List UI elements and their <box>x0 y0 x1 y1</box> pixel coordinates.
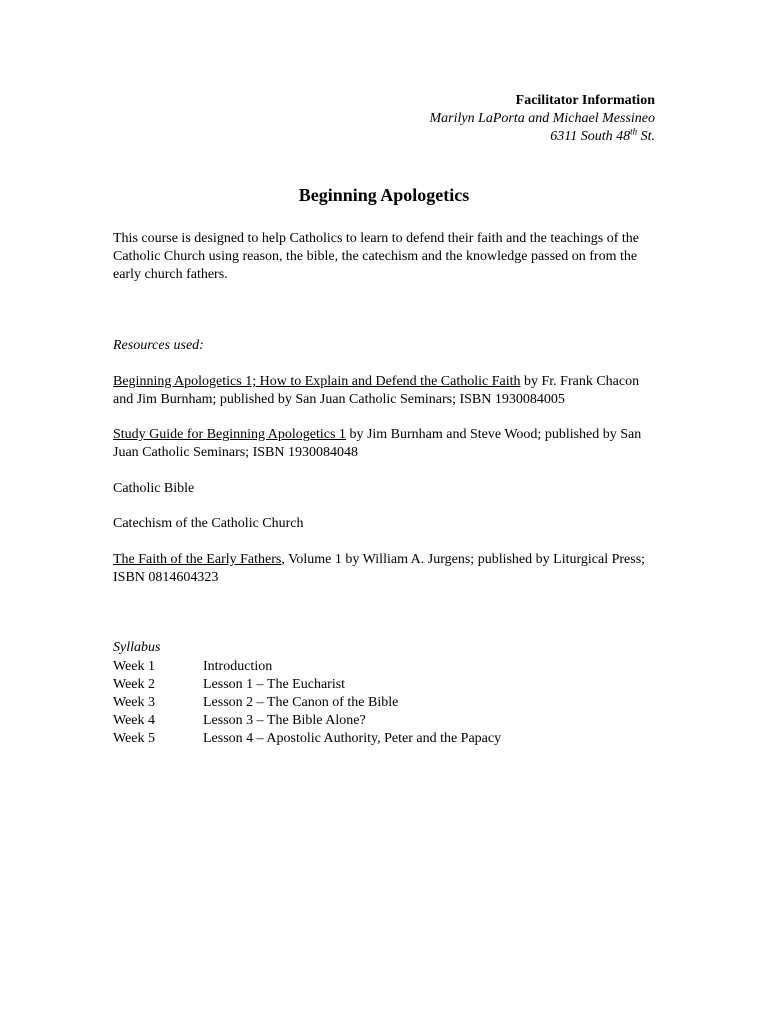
syllabus-label: Syllabus <box>113 640 161 655</box>
facilitator-block <box>429 92 655 146</box>
syllabus-week: Week 1 <box>113 659 156 674</box>
resource-details: Catholic Bible <box>113 481 195 496</box>
syllabus-lesson: Lesson 2 – The Canon of the Bible <box>203 695 399 710</box>
address-superscript: th <box>630 126 638 137</box>
syllabus-row <box>113 712 658 730</box>
page-title: Beginning Apologetics <box>298 185 470 205</box>
resource-details: by Jim Burnham and Steve Wood; published by San Juan Catholic Seminars; ISBN 1930084048 <box>113 427 642 460</box>
syllabus-week: Week 3 <box>113 695 156 710</box>
resource-item <box>113 373 658 409</box>
syllabus-lesson: Lesson 3 – The Bible Alone? <box>203 713 366 728</box>
facilitator-names: Marilyn LaPorta and Michael Messineo <box>429 111 655 126</box>
address-suffix: St. <box>637 129 655 144</box>
syllabus-lesson: Introduction <box>203 659 273 674</box>
resources-label: Resources used: <box>113 338 204 353</box>
syllabus-row <box>113 676 658 694</box>
syllabus-lesson: Lesson 1 – The Eucharist <box>203 677 346 692</box>
resource-item <box>113 426 658 462</box>
resource-title: Beginning Apologetics 1; How to Explain and Defend the Catholic Faith <box>113 374 521 389</box>
facilitator-heading: Facilitator Information <box>515 93 655 108</box>
syllabus-table <box>113 658 658 748</box>
syllabus-row <box>113 658 658 676</box>
syllabus-lesson: Lesson 4 – Apostolic Authority, Peter and the Papacy <box>203 731 502 746</box>
address-number: 6311 South 48 <box>550 129 631 144</box>
facilitator-address <box>429 128 655 146</box>
course-description: This course is designed to help Catholics to learn to defend their faith and the teachings of the Catholic Church using reason, the bible, the catechism and the knowledge passed on from the early church fathers. <box>113 231 640 282</box>
syllabus-row <box>113 730 658 748</box>
resource-title: The Faith of the Early Fathers <box>113 552 282 567</box>
syllabus-week: Week 2 <box>113 677 156 692</box>
resource-item <box>113 515 658 533</box>
resource-title: Study Guide for Beginning Apologetics 1 <box>113 427 346 442</box>
resource-item <box>113 480 658 498</box>
resource-details: by Fr. Frank Chacon and Jim Burnham; published by San Juan Catholic Seminars; ISBN 1930084005 <box>113 374 640 407</box>
syllabus-week: Week 4 <box>113 713 156 728</box>
syllabus-week: Week 5 <box>113 731 156 746</box>
resource-details: Catechism of the Catholic Church <box>113 516 304 531</box>
resource-details: , Volume 1 by William A. Jurgens; published by Liturgical Press; ISBN 0814604323 <box>113 552 646 585</box>
syllabus-row <box>113 694 658 712</box>
resource-item <box>113 551 658 587</box>
